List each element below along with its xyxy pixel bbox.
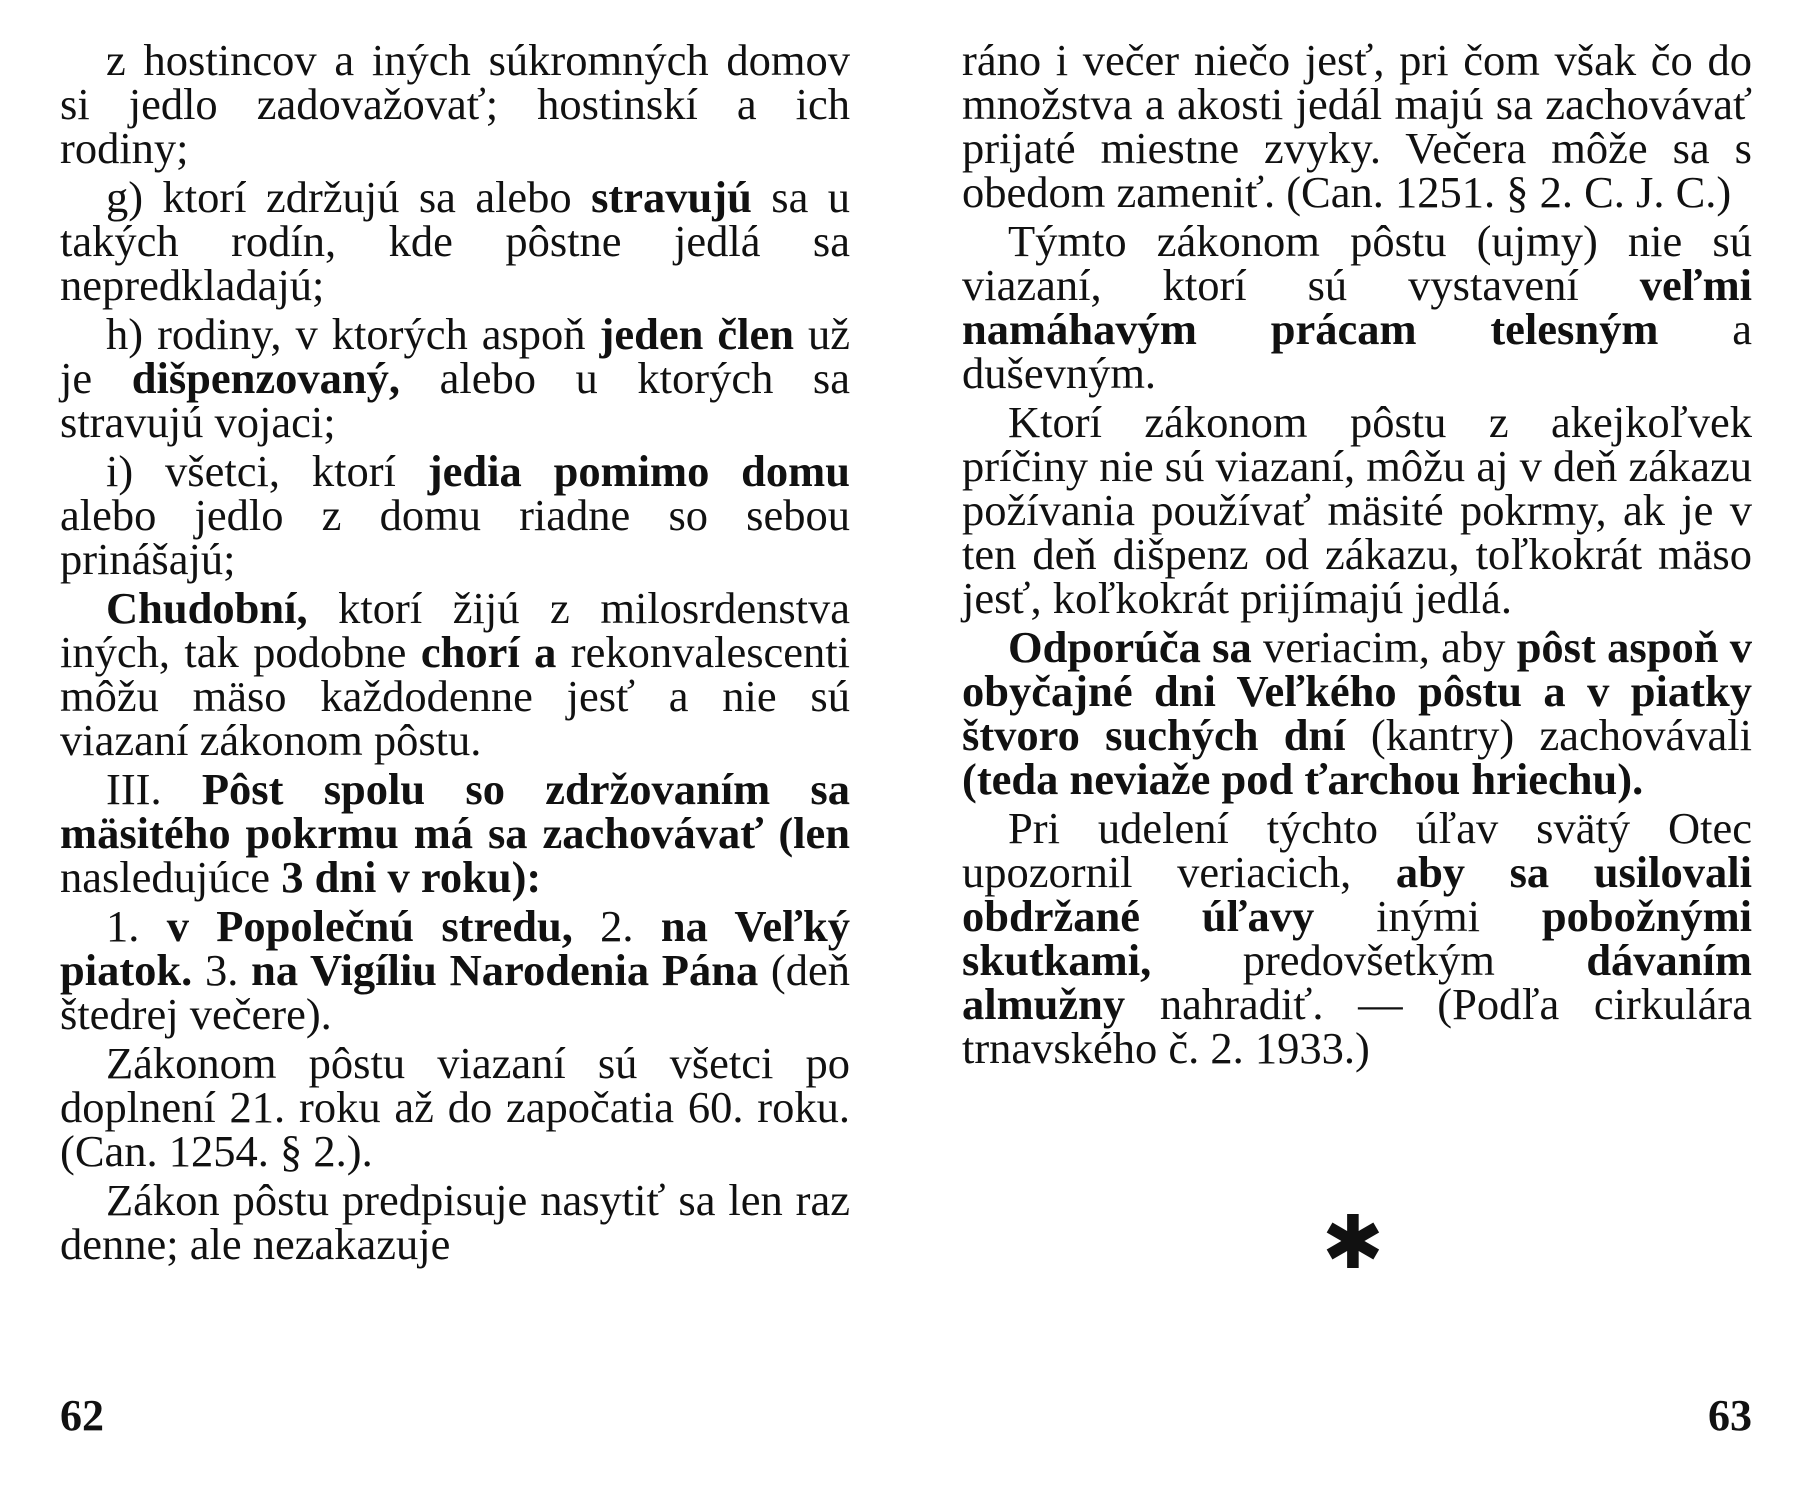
bold-text-segment: dávaním almužny	[962, 935, 1752, 1029]
text-segment: h) rodiny, v ktorých aspoň	[106, 309, 600, 359]
text-segment: z hostincov a iných súkromných domov si jedlo zadovažovať; hostinskí a ich rodiny;	[60, 35, 850, 173]
left-page-text	[60, 35, 851, 1271]
paragraph	[60, 1038, 850, 1176]
text-segment: 2.	[572, 901, 661, 951]
paragraph	[60, 1175, 850, 1269]
right-page	[962, 35, 1762, 1478]
bold-text-segment: Pôst spolu so zdržovaním sa mäsitého pokrmu má sa zachovávať (len	[60, 764, 850, 858]
bold-text-segment: pobožnými skutkami,	[962, 891, 1753, 985]
right-page-text	[962, 35, 1753, 1075]
text-segment: III.	[106, 764, 202, 814]
bold-text-segment: v Popolečnú stredu,	[166, 901, 573, 951]
text-segment: alebo jedlo z domu riadne so sebou prinášajú;	[60, 490, 850, 584]
asterisk-ornament: ✱	[1322, 1200, 1385, 1286]
bold-text-segment: (teda neviaže pod ťarchou hriechu).	[962, 754, 1644, 804]
bold-text-segment: jedia pomimo domu	[427, 446, 851, 496]
text-segment: 3.	[192, 945, 252, 995]
paragraph	[60, 446, 851, 584]
bold-text-segment: stravujú	[591, 172, 752, 222]
bold-text-segment: 3 dni v roku):	[281, 852, 542, 902]
text-segment: už je	[60, 309, 850, 403]
text-segment: ráno i večer niečo jesť, pri čom však čo do množstva a akosti jedál majú sa zachovávať prijaté miestne zvyky. Večera môže sa s obedom zameniť. (Can. 1251. § 2. C. J. C.)	[962, 35, 1752, 217]
bold-text-segment: Odporúča sa	[1008, 622, 1252, 672]
bold-text-segment: chorí a	[420, 627, 557, 677]
left-page	[60, 35, 860, 1478]
bold-text-segment: na Vigíliu Narodenia Pána	[251, 945, 759, 995]
text-segment: inými	[1314, 891, 1542, 941]
paragraph	[60, 764, 850, 902]
text-segment: i) všetci, ktorí	[106, 446, 428, 496]
page-number-right: 63	[1708, 1391, 1752, 1440]
text-segment: Zákon pôstu predpisuje nasytiť sa len raz denne; ale nezakazuje	[60, 1175, 850, 1269]
text-segment: Týmto zákonom pôstu (ujmy) nie sú viazaní, ktorí sú vystavení	[962, 216, 1752, 310]
paragraph	[60, 35, 850, 173]
text-segment: Zákonom pôstu viazaní sú všetci po doplnení 21. roku až do započatia 60. roku. (Can. 1254. § 2.).	[60, 1038, 850, 1176]
text-segment: Ktorí zákonom pôstu z akejkoľvek príčiny nie sú viazaní, môžu aj v deň zákazu požívania používať mäsité pokrmy, ak je v ten deň dišpenz od zákazu, toľkokrát mäso jesť, koľkokrát prijímajú jedlá.	[962, 397, 1752, 623]
paragraph	[962, 803, 1753, 1073]
paragraph	[962, 397, 1752, 623]
paragraph	[60, 901, 850, 1039]
text-segment: g) ktorí zdržujú sa alebo	[106, 172, 592, 222]
text-segment: 1.	[106, 901, 167, 951]
text-segment: rekonvalescenti môžu mäso každodenne jesť a nie sú viazaní zákonom pôstu.	[60, 627, 850, 765]
text-segment: nahradiť. — (Podľa cirkulára trnavského č. 2. 1933.)	[962, 979, 1752, 1073]
bold-text-segment: na Veľký piatok.	[60, 901, 850, 995]
text-segment: (deň štedrej večere).	[60, 945, 850, 1039]
text-segment: alebo u ktorých sa stravujú vojaci;	[60, 353, 850, 447]
text-segment: veriacim, aby	[1251, 622, 1517, 672]
bold-text-segment: jeden člen	[599, 309, 794, 359]
paragraph	[60, 172, 850, 310]
paragraph	[962, 622, 1752, 804]
bold-text-segment: veľmi namáhavým prácam telesným	[962, 260, 1752, 354]
bold-text-segment: aby sa usilovali obdržané úľavy	[962, 847, 1752, 941]
paragraph	[962, 216, 1752, 398]
text-segment: a duševným.	[962, 304, 1752, 398]
paragraph	[60, 309, 850, 447]
bold-text-segment: Chudobní,	[106, 583, 308, 633]
text-segment: predovšetkým	[1151, 935, 1587, 985]
paragraph	[962, 35, 1752, 217]
bold-text-segment: pôst aspoň v obyčajné dni Veľkého pôstu a v piatky štvoro suchých dní	[962, 622, 1752, 760]
text-segment: ktorí žijú z milosrdenstva iných, tak podobne	[60, 583, 850, 677]
text-segment: Pri udelení týchto úľav svätý Otec upozornil veriacich,	[962, 803, 1752, 897]
text-segment: (kantry) zachovávali	[1345, 710, 1752, 760]
text-segment: sa u takých rodín, kde pôstne jedlá sa nepredkladajú;	[60, 172, 850, 310]
text-segment: nasledujúce	[60, 852, 282, 902]
paragraph	[60, 583, 850, 765]
page-number-left: 62	[60, 1391, 104, 1440]
bold-text-segment: dišpenzovaný,	[131, 353, 401, 403]
